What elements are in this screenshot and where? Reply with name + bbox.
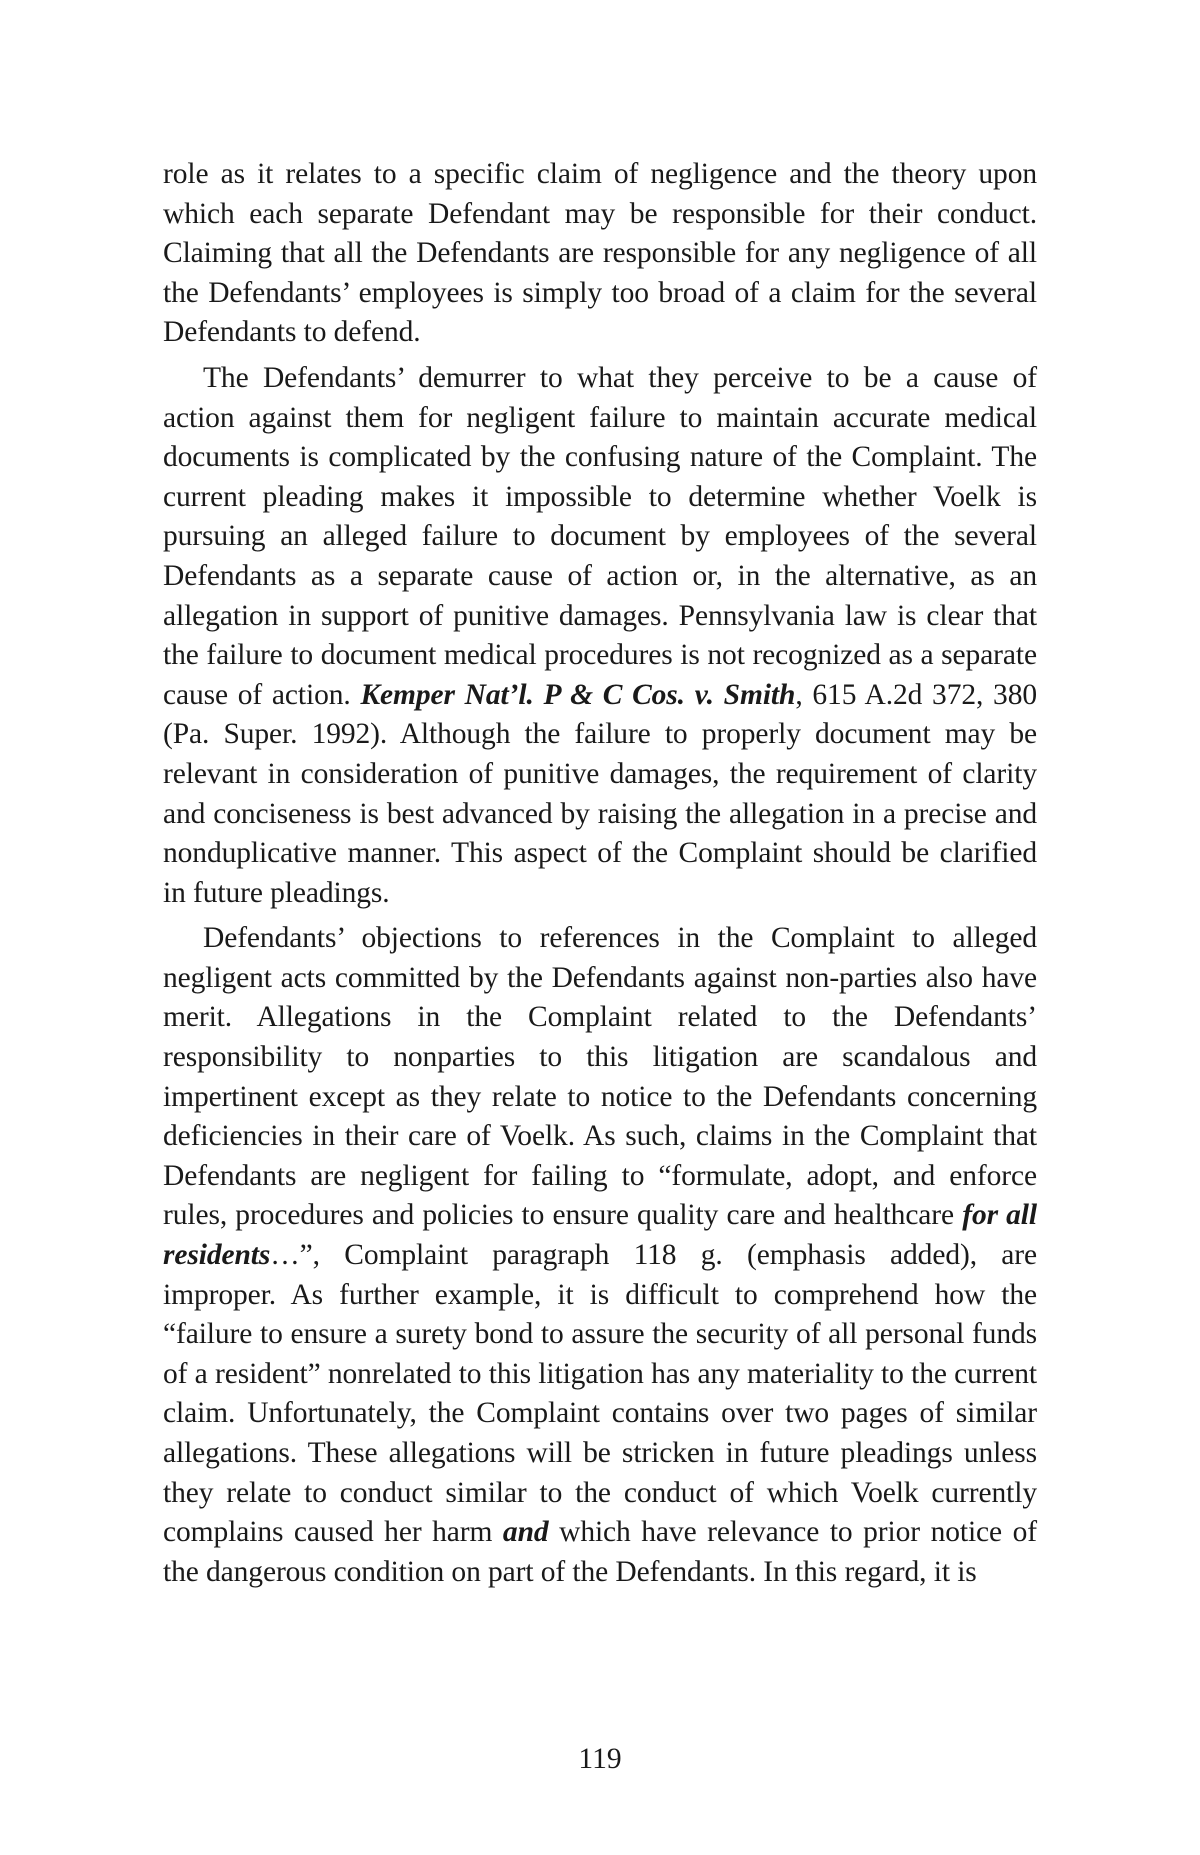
case-citation-name: Kemper Nat’l. P & C Cos. v. Smith (360, 678, 796, 711)
paragraph-objections-text-1: Defendants’ objections to references in the Complaint to alleged negligent acts committed by the Defendants against non-parties also have merit. Allegations in the Complaint related to the Defendants’ responsibility to nonparties to this litigation are scandalous and impertinent except as they relate to notice to the Defendants concerning deficiencies in their care of Voelk. As such, claims in the Complaint that Defendants are negligent for failing to “formulate, adopt, and enforce rules, procedures and policies to ensure quality care and healthcare (163, 922, 1037, 1232)
page-number: 119 (578, 1743, 622, 1775)
emphasis-for-all-residents: for all residents (163, 1199, 1038, 1272)
paragraph-demurrer (163, 359, 1037, 913)
paragraph-demurrer-text-1: The Defendants’ demurrer to what they perceive to be a cause of action against them for negligent failure to maintain accurate medical documents is complicated by the confusing nature of the Complaint. The current pleading makes it impossible to determine whether Voelk is pursuing an alleged failure to document by employees of the several Defendants as a separate cause of action or, in the alternative, as an allegation in support of punitive damages. Pennsylvania law is clear that the failure to document medical procedures is not recognized as a separate cause of action. (163, 361, 1037, 711)
paragraph-continuation: role as it relates to a specific claim of negligence and the theory upon which each separate Defendant may be responsible for their conduct. Claiming that all the Defendants are responsible for any negligence of all the Defendants’ employees is simply too broad of a claim for the several Defendants to defend. (163, 158, 1037, 349)
emphasis-and: and (502, 1516, 549, 1549)
paragraph-objections-text-2: …”, Complaint paragraph 118 g. (emphasis added), are improper. As further example, it is difficult to comprehend how the “failure to ensure a surety bond to assure the security of all personal funds of a resident” nonrelated to this litigation has any materiality to the current claim. Unfortunately, the Complaint contains over two pages of similar allegations. These allegations will be stricken in future pleadings unless they relate to conduct similar to the conduct of which Voelk currently complains caused her harm (163, 1239, 1037, 1549)
paragraph-objections-text-3: which have relevance to prior notice of the dangerous condition on part of the Defendants. In this regard, it is (163, 1516, 1037, 1588)
paragraph-objections (163, 919, 1037, 1592)
paragraph-demurrer-text-2: , 615 A.2d 372, 380 (Pa. Super. 1992). Although the failure to properly document may be relevant in consideration of punitive damages, the requirement of clarity and conciseness is best advanced by raising the allegation in a precise and nonduplicative manner. This aspect of the Complaint should be clarified in future pleadings. (163, 678, 1037, 909)
page-body-text (163, 155, 1037, 1592)
